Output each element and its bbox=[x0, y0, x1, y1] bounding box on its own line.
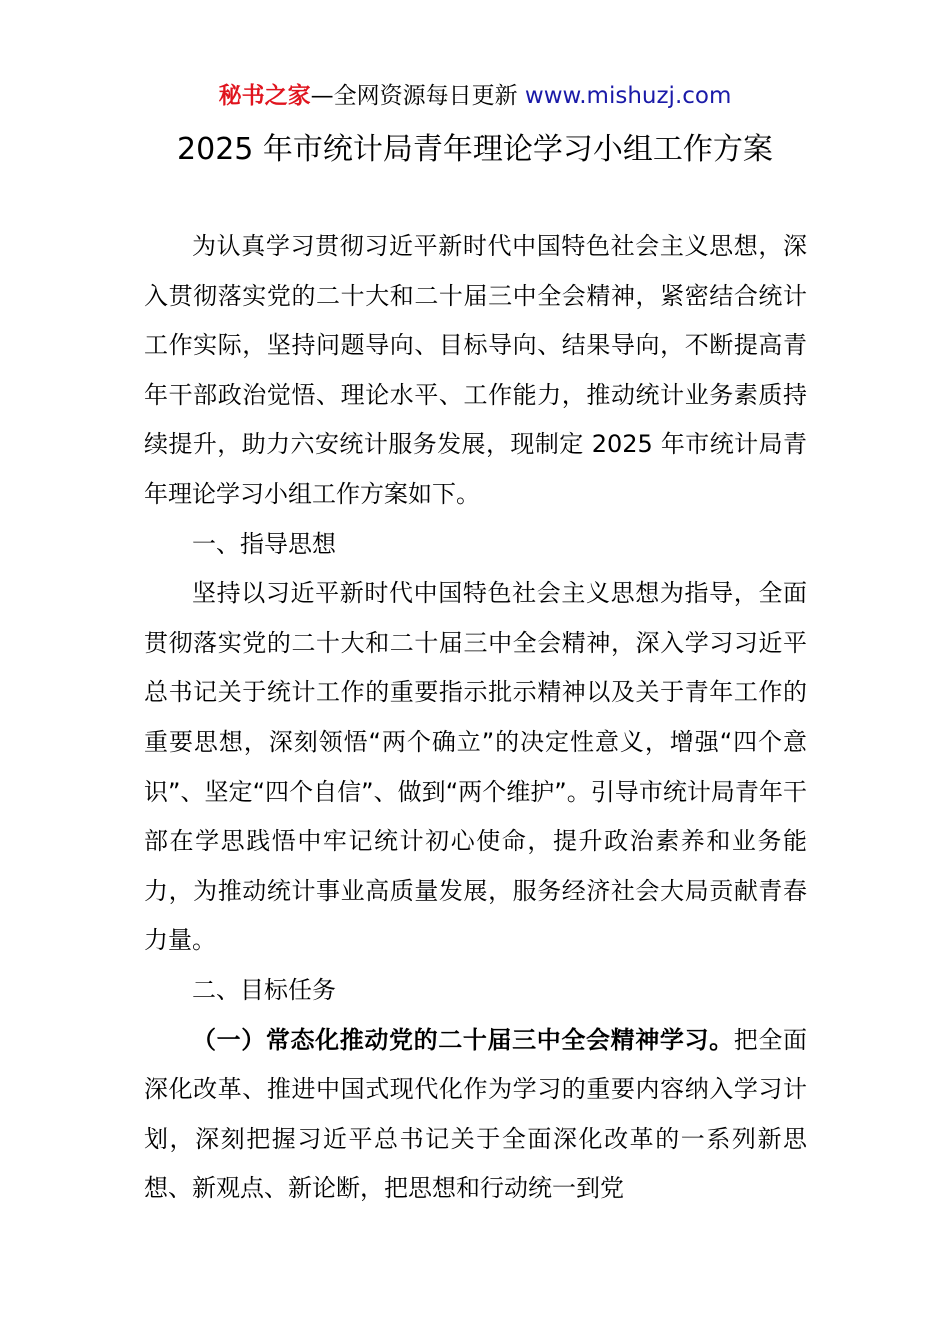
section-heading-guiding-ideology: 一、指导思想 bbox=[192, 529, 336, 558]
site-slogan: —全网资源每日更新 bbox=[310, 83, 518, 109]
intro-paragraph: 为认真学习贯彻习近平新时代中国特色社会主义思想，深入贯彻落实党的二十大和二十届三中全会精神，紧密结合统计工作实际，坚持问题导向、目标导向、结果导向，不断提高青年干部政治觉悟、理论水平、工作能力，推动统计业务素质持续提升，助力六安统计服务发展，现制定 2025 年市统计局青年理论学习小组工作方案如下。 bbox=[144, 232, 807, 508]
goal-item-1-heading: （一）常态化推动党的二十届三中全会精神学习。 bbox=[192, 1025, 734, 1054]
site-brand: 秘书之家 bbox=[218, 83, 311, 109]
section-heading-goals-tasks: 二、目标任务 bbox=[192, 975, 336, 1004]
document-title: 2025 年市统计局青年理论学习小组工作方案 bbox=[177, 132, 773, 167]
site-header bbox=[0, 80, 950, 112]
guiding-ideology-paragraph: 坚持以习近平新时代中国特色社会主义思想为指导，全面贯彻落实党的二十大和二十届三中全会精神，深入学习习近平总书记关于统计工作的重要指示批示精神以及关于青年工作的重要思想，深刻领悟“两个确立”的决定性意义，增强“四个意识”、坚定“四个自信”、做到“两个维护”。引导市统计局青年干部在学思践悟中牢记统计初心使命，提升政治素养和业务能力，为推动统计事业高质量发展，服务经济社会大局贡献青春力量。 bbox=[144, 579, 807, 955]
site-url-link[interactable]: www.mishuzj.com bbox=[524, 83, 732, 109]
document-body bbox=[144, 222, 807, 1214]
goal-item-1-paragraph bbox=[144, 1016, 807, 1214]
goal-item-1-text: 把全面深化改革、推进中国式现代化作为学习的重要内容纳入学习计划，深刻把握习近平总书记关于全面深化改革的一系列新思想、新观点、新论断，把思想和行动统一到党 bbox=[144, 1025, 807, 1203]
